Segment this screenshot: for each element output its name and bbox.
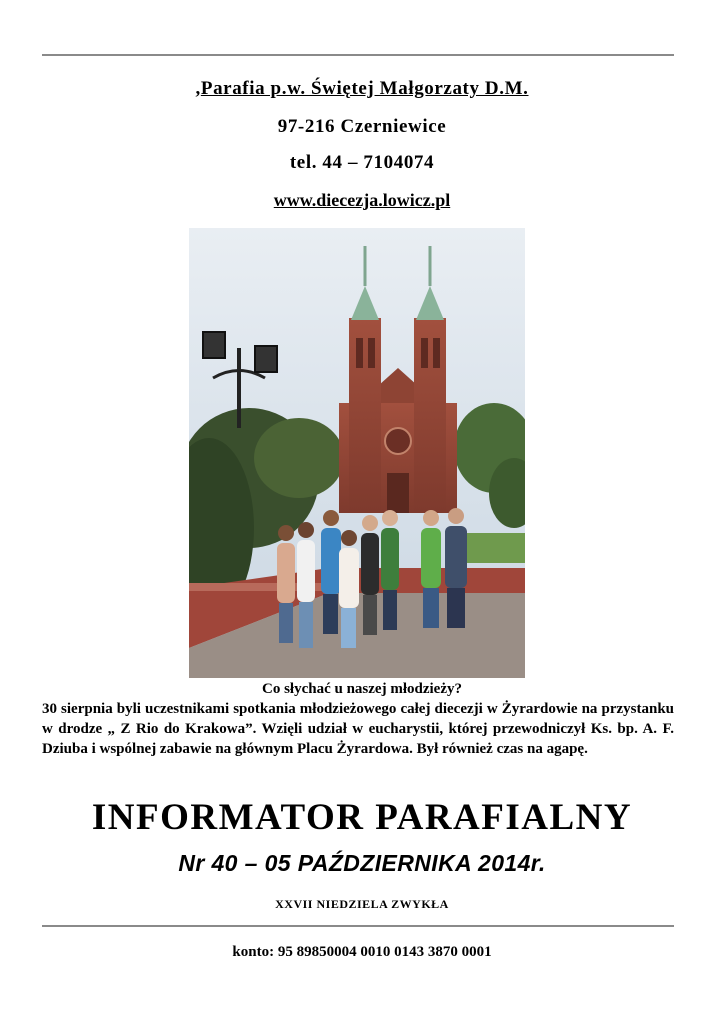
parish-phone: tel. 44 – 7104074 xyxy=(289,152,435,173)
parish-prefix: , xyxy=(195,78,201,99)
parish-website-link[interactable]: www.diecezja.lowicz.pl xyxy=(273,190,451,210)
top-divider xyxy=(42,54,674,56)
parish-name xyxy=(0,78,724,100)
caption-title: Co słychać u naszej młodzieży? xyxy=(262,681,462,697)
bottom-divider xyxy=(42,925,674,927)
parish-address: 97-216 Czerniewice xyxy=(277,116,447,137)
caption-body: 30 sierpnia byli uczestnikami spotkania młodzieżowego całej diecezji w Żyrardowie na przystanku w drodze „ Z Rio do Krakowa”. Wzięli udział w eucharystii, której przewodniczył Ks. bp. A. F. Dziuba i wspólnej zabawie na głównym Placu Żyrardowa. Był również czas na agapę. xyxy=(42,701,674,757)
issue-number-date: Nr 40 – 05 PAŹDZIERNIKA 2014r. xyxy=(178,850,546,876)
parish-name-text: Parafia p.w. Świętej Małgorzaty D.M. xyxy=(200,78,529,99)
bulletin-title: INFORMATOR PARAFIALNY xyxy=(91,797,633,838)
church-photo xyxy=(189,228,525,678)
liturgical-sunday: XXVII NIEDZIELA ZWYKŁA xyxy=(275,897,449,911)
bank-account: konto: 95 89850004 0010 0143 3870 0001 xyxy=(232,944,492,960)
